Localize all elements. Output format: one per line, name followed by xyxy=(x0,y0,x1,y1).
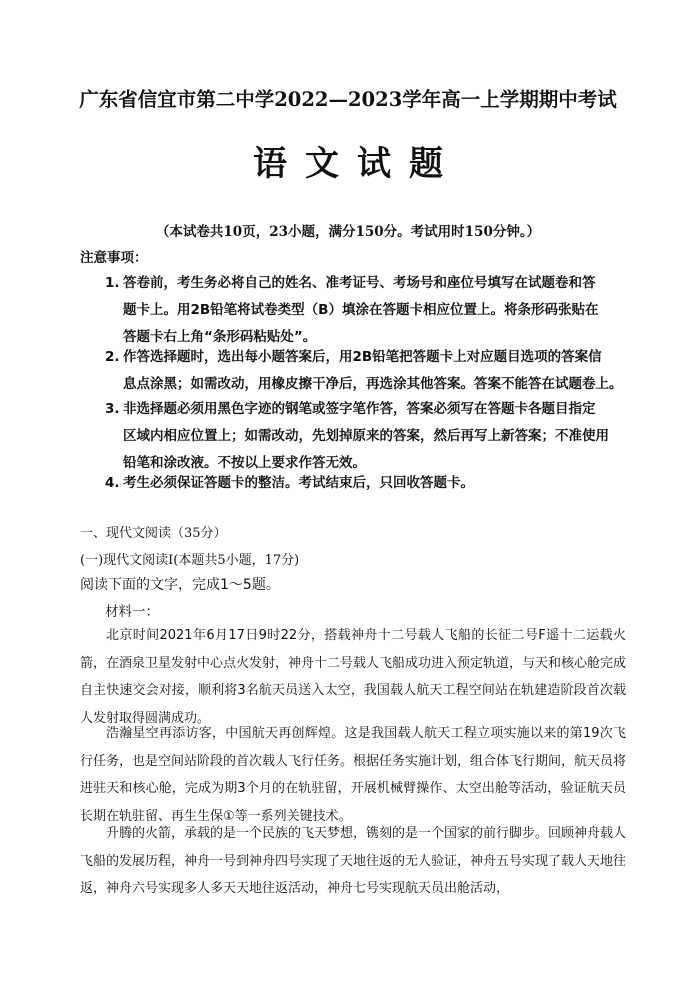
note-line: 息点涂黑；如需改动，用橡皮擦干净后，再选涂其他答案。答案不能答在试题卷上。 xyxy=(123,376,623,392)
note-item-2 xyxy=(105,344,625,398)
note-line: 答卷前，考生务必将自己的姓名、准考证号、考场号和座位号填写在试题卷和答 xyxy=(123,275,596,291)
notes-heading: 注意事项： xyxy=(80,250,148,266)
subject-title: 语文试题 xyxy=(253,144,461,184)
section-heading: 一、现代文阅读（35分） xyxy=(80,526,227,541)
note-item-3 xyxy=(105,396,625,477)
note-line: 作答选择题时，选出每小题答案后，用2B铅笔把答题卡上对应题目选项的答案信 xyxy=(123,349,602,365)
passage-paragraph-1: 北京时间2021年6月17日9时22分，搭载神舟十二号载人飞船的长征二号F遥十二运载火箭，在酒泉卫星发射中心点火发射，神舟十二号载人飞船成功进入预定轨道，与天和核心舱完成自主快速交会对接，顺利将3名航天员送入太空，我国载人航天工程空间站在轨建造阶段首次载人发射取得圆满成功。 xyxy=(80,628,627,726)
note-item-4 xyxy=(105,470,625,497)
exam-info: （本试卷共10页，23小题，满分150分。考试用时150分钟。） xyxy=(155,224,541,240)
note-line: 非选择题必须用黑色字迹的钢笔或签字笔作答，答案必须写在答题卡各题目指定 xyxy=(123,401,596,417)
note-number: 3. xyxy=(105,401,120,417)
note-line: 考生必须保证答题卡的整洁。考试结束后，只回收答题卡。 xyxy=(123,475,474,491)
reading-instruction: 阅读下面的文字，完成1～5题。 xyxy=(80,577,280,593)
note-line: 题卡上。用2B铅笔将试卷类型（B）填涂在答题卡相应位置上。将条形码张贴在 xyxy=(123,302,599,318)
note-number: 2. xyxy=(105,349,120,365)
passage-paragraph-3: 升腾的火箭，承载的是一个民族的飞天梦想，镌刻的是一个国家的前行脚步。回顾神舟载人飞船的发展历程，神舟一号到神舟四号实现了天地往返的无人验证，神舟五号实现了载人天地往返，神舟六号实现多人多天天地往返活动，神舟七号实现航天员出舱活动， xyxy=(80,826,627,896)
note-number: 4. xyxy=(105,475,120,491)
note-line: 答题卡右上角“条形码粘贴处”。 xyxy=(123,329,317,345)
note-item-1 xyxy=(105,270,625,351)
note-number: 1. xyxy=(105,275,120,291)
passage-paragraph-2: 浩瀚星空再添访客，中国航天再创辉煌。这是我国载人航天工程立项实施以来的第19次飞行任务，也是空间站阶段的首次载人飞行任务。根据任务实施计划，组合体飞行期间，航天员将进驻天和核心舱，完成为期3个月的在轨驻留，开展机械臂操作、太空出舱等活动，验证航天员长期在轨驻留、再生生保①等一系列关键技术。 xyxy=(80,726,627,824)
material-label: 材料一： xyxy=(105,604,159,620)
note-line: 区域内相应位置上；如需改动，先划掉原来的答案，然后再写上新答案；不准使用 xyxy=(123,428,609,444)
note-line: 铅笔和涂改液。不按以上要求作答无效。 xyxy=(123,455,366,471)
subsection-heading: (一)现代文阅读Ⅰ(本题共5小题，17分) xyxy=(80,553,300,568)
exam-title: 广东省信宜市第二中学2022—2023学年高一上学期期中考试 xyxy=(79,88,617,111)
